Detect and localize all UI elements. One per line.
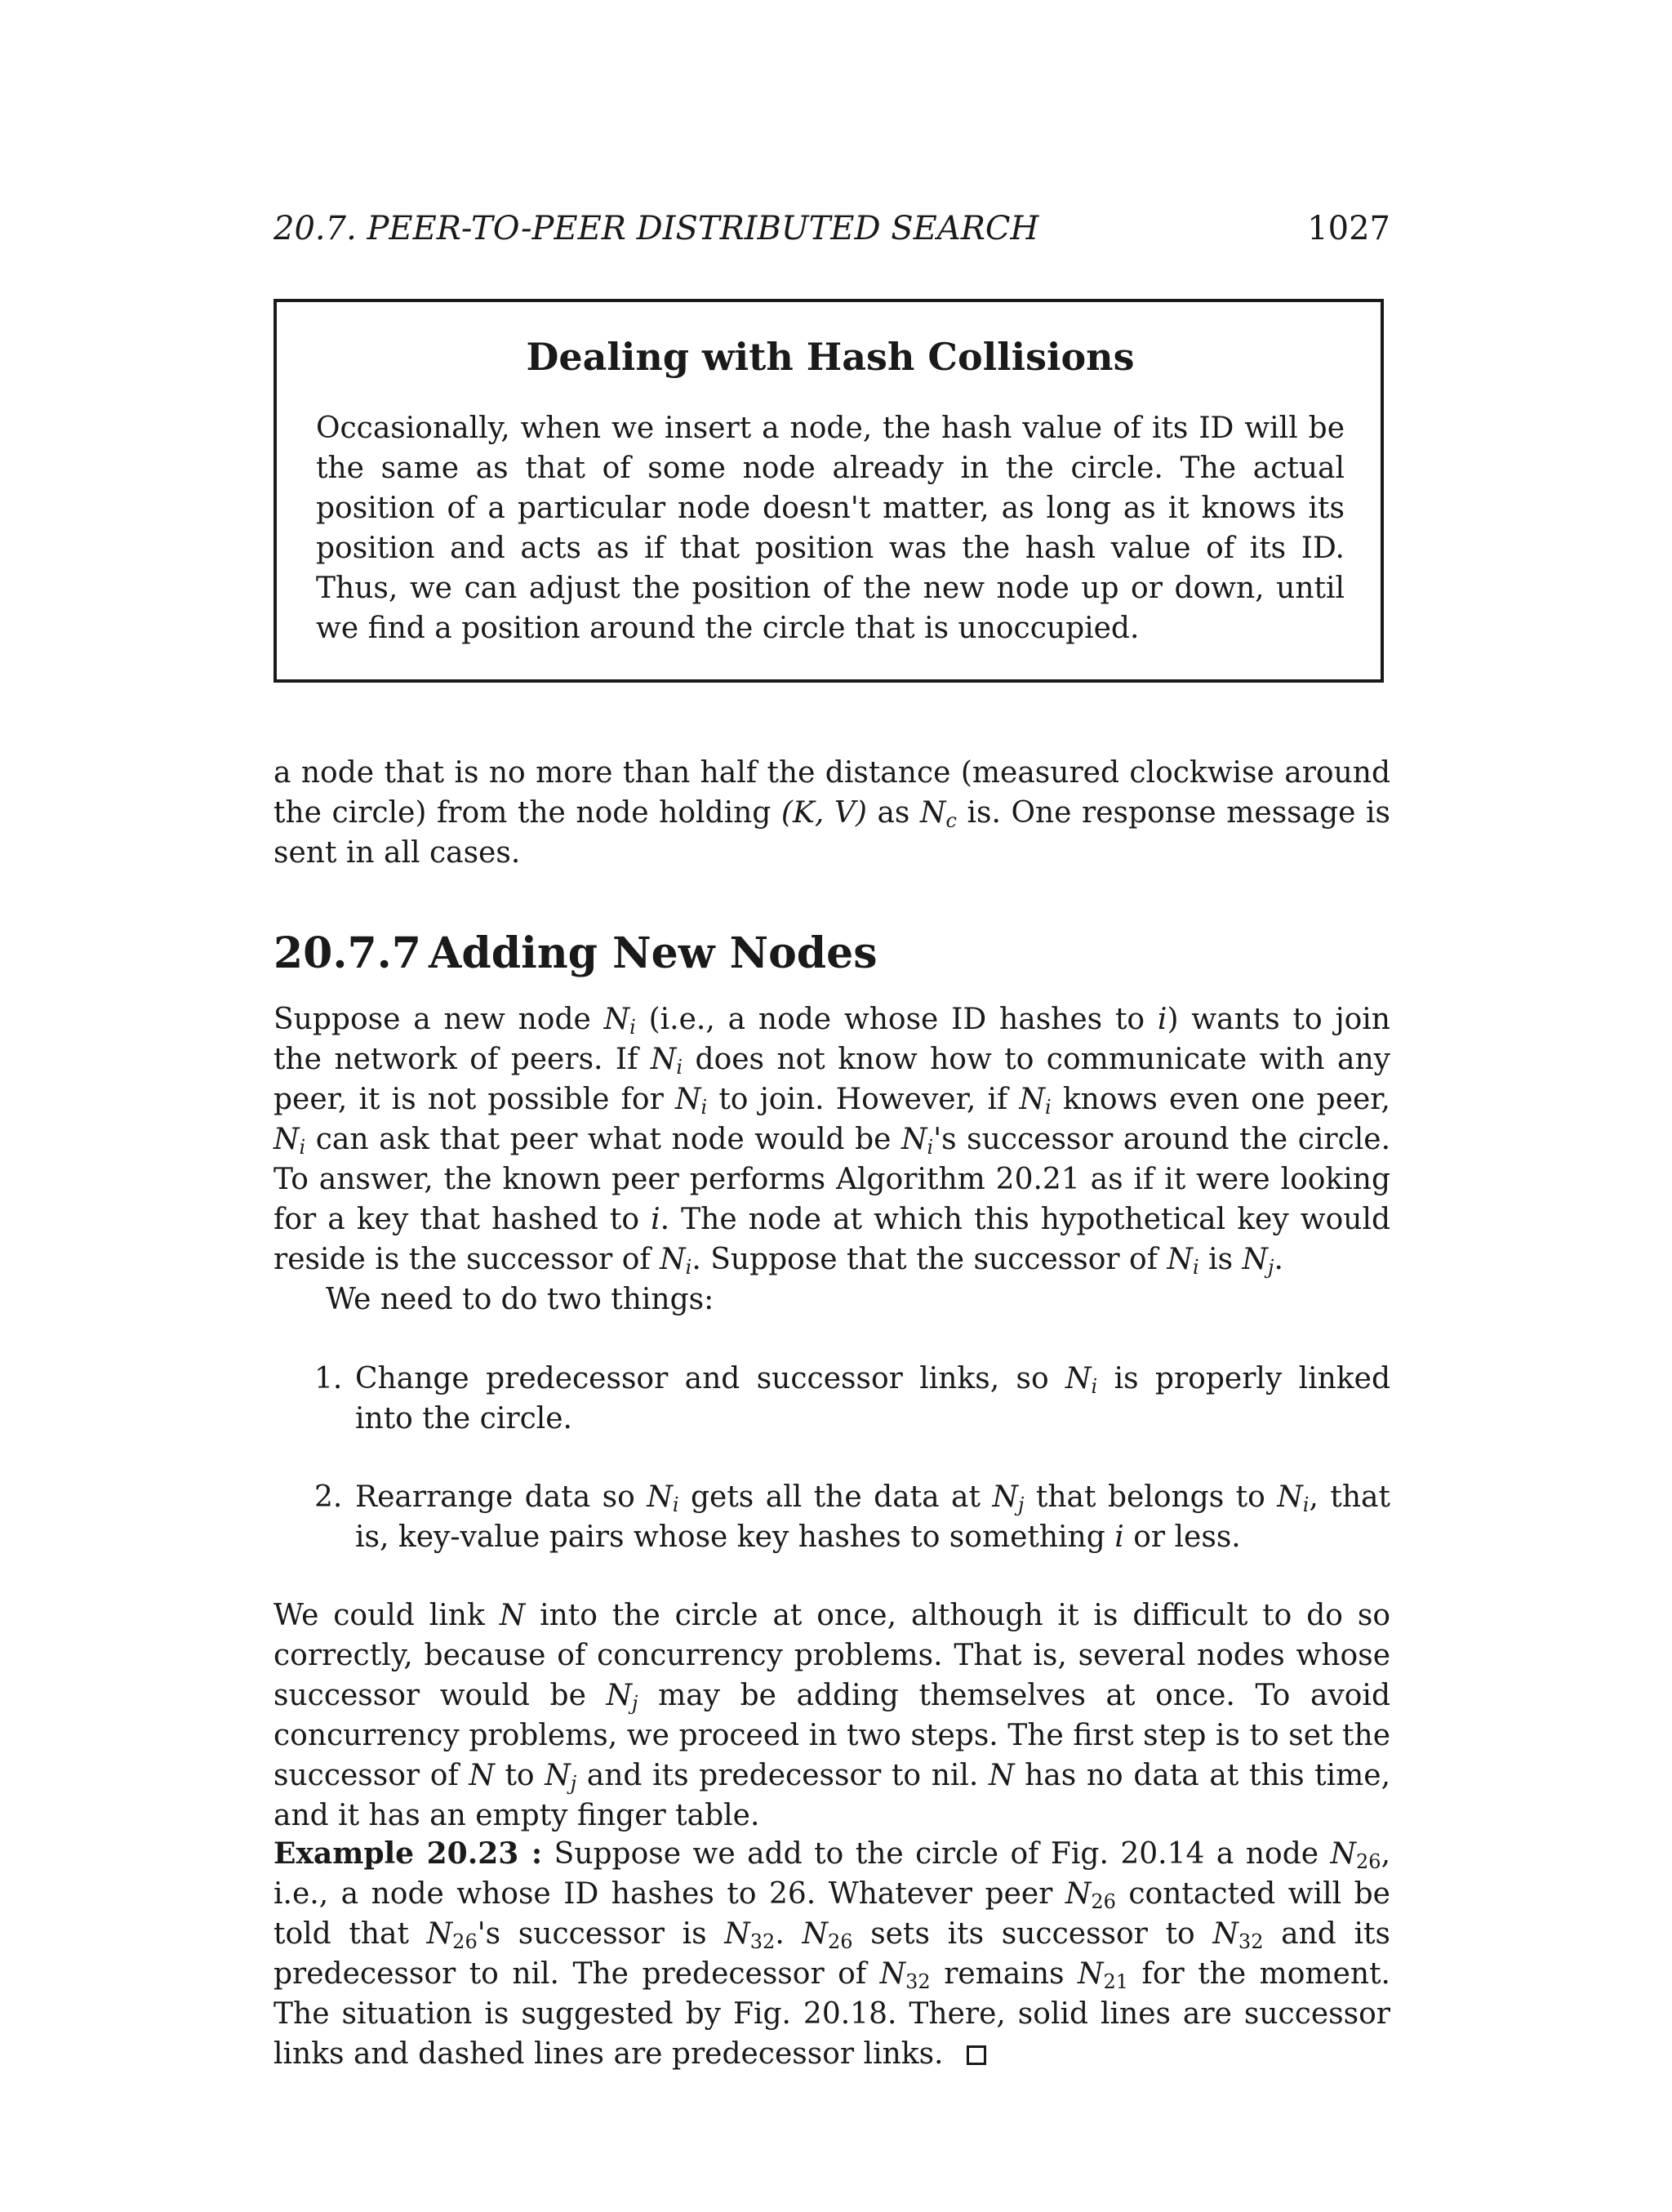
paragraph-link: We could link N into the circle at once, although it is difficult to do so correctly, because of concurrency problems. That is, several nodes whose successor would be $N_j$ may be adding themselves at once. To avoid concurrency problems, we proceed in two steps. The first step is to set the successor of N to $N_j$ and its predecessor to nil. N has no data at this time, and it has an empty finger table. [273, 1599, 1391, 1832]
section-header: 20.7. PEER-TO-PEER DISTRIBUTED SEARCH [273, 210, 1039, 247]
paragraph-two-things: We need to do two things: [326, 1283, 714, 1316]
section-number: 20.7.7 [273, 928, 421, 978]
running-head [273, 211, 1390, 247]
box-text: Occasionally, when we insert a node, the hash value of its ID will be the same as that of some node already in the circle. The actual position of a particular node doesn't matter, as long as it knows its position and acts as if that position was the hash value of its ID. Thus, we can adjust the position of the new node up or down, until we find a position around the circle that is unoccupied. [316, 412, 1345, 645]
section-heading [273, 929, 878, 978]
example-paragraph: Example 20.23 : Suppose we add to the circle of Fig. 20.14 a node $N_{26}$, i.e., a node whose ID hashes to 26. Whatever peer $N_{26}$ contacted will be told that $N_{26}'s$ successor is $N_{32}$. $N_{26}$ sets its successor to $N_{32}$ and its predecessor to nil. The predecessor of $N_{32}$ remains $N_{21}$ for the moment. The situation is suggested by Fig. 20.18. There, solid lines are successor links and dashed lines are predecessor links. [273, 1836, 1391, 2071]
page-number: 1027 [1307, 210, 1390, 247]
list-item: 1. Change predecessor and successor links, so $N_i$ is properly linked into the circle. [314, 1362, 1390, 1435]
box-title: Dealing with Hash Collisions [526, 335, 1135, 379]
end-of-example-icon [967, 2045, 986, 2065]
paragraph-intro: Suppose a new node $N_i$ (i.e., a node whose ID hashes to i) wants to join the network of peers. If $N_i$ does not know how to communicate with any peer, it is not possible for $N_i$ to join. However, if $N_i$ knows even one peer, $N_i$ can ask that peer what node would be $N_i's$ successor around the circle. To answer, the known peer performs Algorithm 20.21 as if it were looking for a key that hashed to i. The node at which this hypothetical key would reside is the successor of $N_i$. Suppose that the successor of $N_i$ is $N_j$. We need to do two things: [273, 999, 1390, 1320]
sidebar-box [273, 299, 1384, 683]
section-title-text: Adding New Nodes [429, 928, 878, 978]
example-label: Example 20.23 : [273, 1836, 543, 1871]
paragraph-continued: a node that is no more than half the distance (measured clockwise around the circle) from the node holding (K, V) as $N_c$ is. One response message is sent in all cases. [273, 756, 1391, 870]
list-item: 2. Rearrange data so $N_i$ gets all the data at $N_j$ that belongs to $N_i$, that is, key-value pairs whose key hashes to something i or less. [314, 1480, 1390, 1554]
